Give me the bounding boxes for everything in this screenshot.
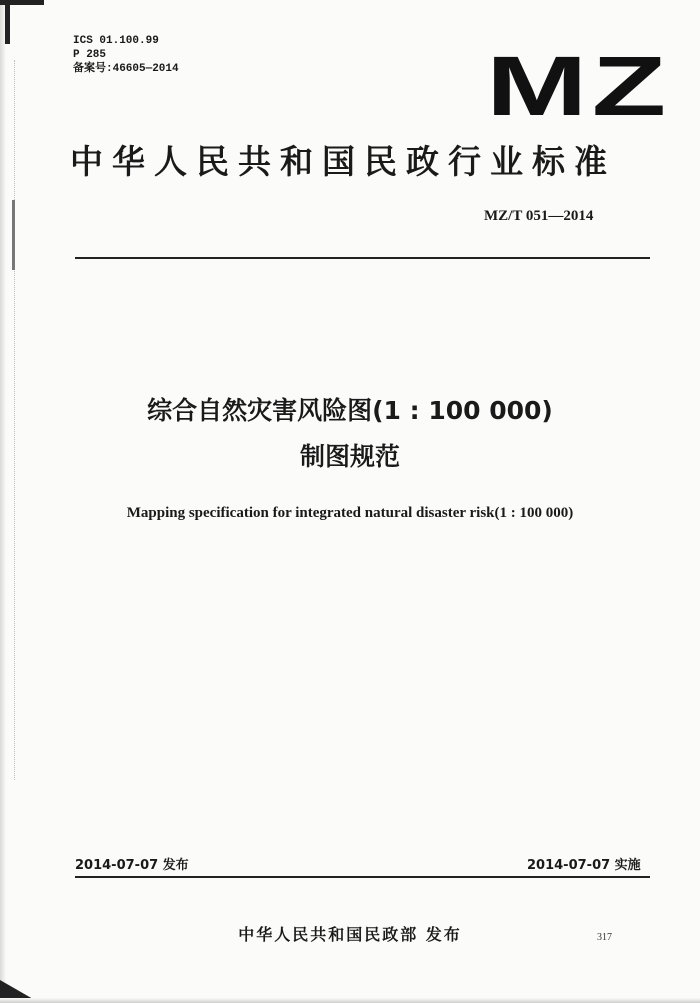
publish-date: 2014-07-07 发布: [75, 858, 189, 873]
ccs-code: P 285: [73, 49, 107, 61]
implement-date: 2014-07-07 实施: [527, 858, 641, 873]
scan-shadow-left: [0, 0, 6, 1003]
top-divider: [75, 257, 650, 259]
document-title-english: Mapping specification for integrated natural disaster risk(1 : 100 000): [126, 505, 574, 521]
document-title-line2: 制图规范: [299, 442, 400, 471]
document-title-line1: 综合自然灾害风险图(1 : 100 000): [147, 396, 553, 425]
binding-margin-line: [14, 60, 16, 780]
page-number: 317: [597, 932, 612, 943]
corner-mark-top-vertical: [5, 0, 10, 44]
mz-logo: MZ: [486, 39, 671, 133]
standard-code: MZ/T 051—2014: [484, 208, 594, 224]
record-number: 备案号:46605—2014: [73, 63, 179, 75]
publisher: 中华人民共和国民政部 发布: [238, 925, 462, 944]
binding-margin-mark: [12, 200, 15, 270]
scan-shadow-bottom: [0, 998, 700, 1003]
standard-category-title: 中华人民共和国民政行业标准: [70, 142, 616, 181]
ics-code: ICS 01.100.99: [73, 35, 159, 47]
bottom-divider: [75, 876, 650, 878]
classification-block: [73, 34, 179, 76]
